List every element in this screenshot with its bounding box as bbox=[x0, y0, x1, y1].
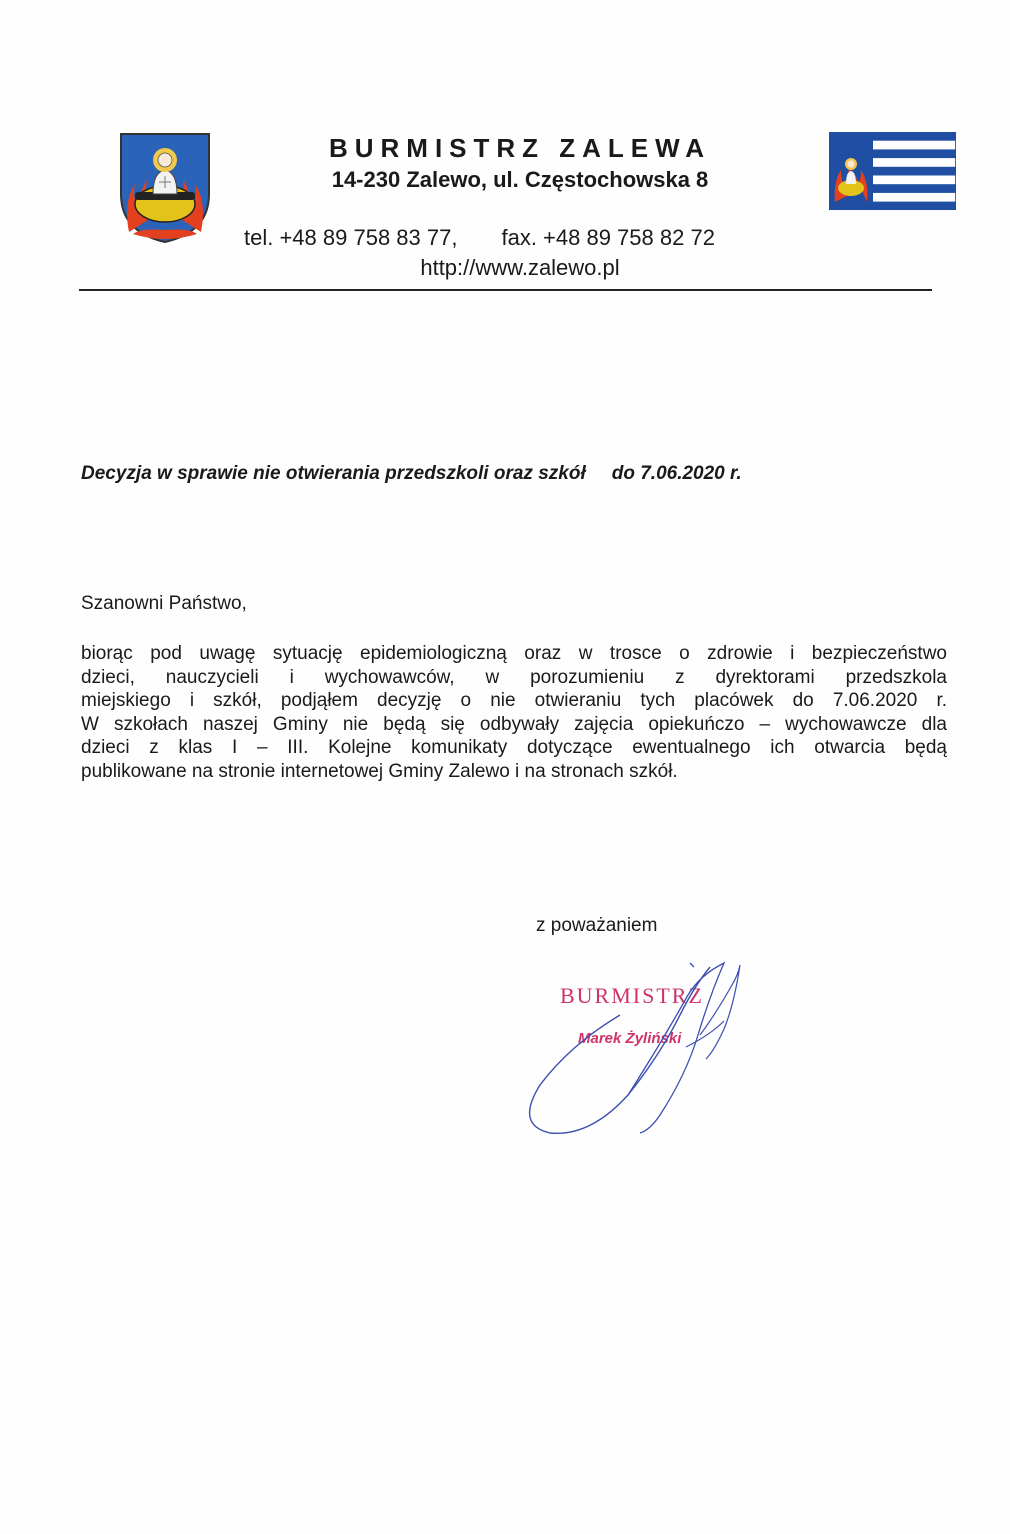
stamp-title: BURMISTRZ bbox=[560, 983, 704, 1008]
contact-line bbox=[244, 225, 715, 251]
salutation: Szanowni Państwo, bbox=[81, 593, 247, 614]
issuer-address: 14-230 Zalewo, ul. Częstochowska 8 bbox=[331, 167, 709, 192]
website-link[interactable]: http://www.zalewo.pl bbox=[420, 255, 620, 280]
subject-date: do 7.06.2020 r. bbox=[611, 463, 742, 484]
header-divider bbox=[79, 289, 932, 291]
body-line: W szkołach naszej Gminy nie będą się odbywały zajęcia opiekuńczo – wychowawcze dla bbox=[81, 713, 947, 735]
stamp-name: Marek Żyliński bbox=[578, 1030, 682, 1047]
issuer-title: BURMISTRZ ZALEWA bbox=[328, 133, 712, 163]
subject-line bbox=[81, 463, 742, 485]
fax-number: fax. +48 89 758 82 72 bbox=[501, 225, 715, 250]
body-line: publikowane na stronie internetowej Gminy Zalewo i na stronach szkół. bbox=[81, 760, 678, 782]
phone-number: tel. +48 89 758 83 77, bbox=[244, 225, 458, 250]
subject-text: Decyzja w sprawie nie otwierania przedszkoli oraz szkół bbox=[81, 463, 586, 484]
coat-of-arms-icon bbox=[119, 132, 211, 244]
letter-body bbox=[81, 642, 947, 783]
body-line: biorąc pod uwagę sytuację epidemiologiczną oraz w trosce o zdrowie i bezpieczeństwo bbox=[81, 643, 947, 664]
closing-phrase: z poważaniem bbox=[536, 915, 658, 936]
municipal-flag-icon bbox=[829, 132, 956, 210]
body-line: dzieci z klas I – III. Kolejne komunikaty dotyczące ewentualnego ich otwarcia będą bbox=[81, 737, 947, 758]
body-line: dzieci, nauczycieli i wychowawców, w porozumieniu z dyrektorami przedszkola bbox=[81, 666, 947, 688]
handwritten-signature bbox=[510, 955, 770, 1145]
body-line: miejskiego i szkół, podjąłem decyzję o nie otwieraniu tych placówek do 7.06.2020 r. bbox=[81, 690, 947, 711]
